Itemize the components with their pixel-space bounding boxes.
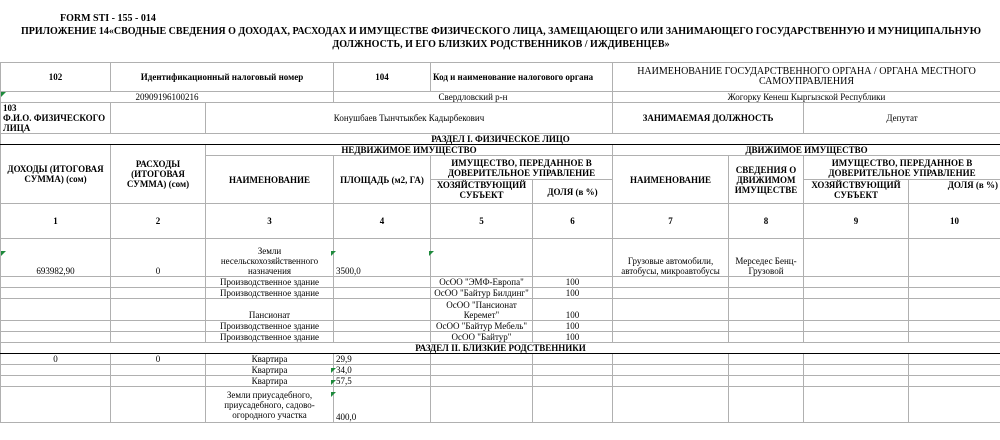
- area-header: ПЛОЩАДЬ (м2, ГА): [334, 156, 431, 204]
- code-104: 104: [334, 63, 431, 92]
- movable-trust-header: ИМУЩЕСТВО, ПЕРЕДАННОЕ В ДОВЕРИТЕЛЬНОЕ УПРАВЛЕНИЕ: [804, 156, 1000, 180]
- trust-header: ИМУЩЕСТВО, ПЕРЕДАННОЕ В ДОВЕРИТЕЛЬНОЕ УПРАВЛЕНИЕ: [431, 156, 613, 180]
- cell-marker-icon: [1, 92, 6, 97]
- table-row: [1, 354, 1000, 365]
- section1-title: РАЗДЕЛ I. ФИЗИЧЕСКОЕ ЛИЦО: [1, 134, 1000, 145]
- col-number-6: 6: [533, 204, 613, 239]
- section2-title: РАЗДЕЛ II. БЛИЗКИЕ РОДСТВЕННИКИ: [1, 343, 1000, 354]
- movable-name-header: НАИМЕНОВАНИЕ: [613, 156, 729, 204]
- table-row: [1, 299, 1000, 321]
- org-value: Жогорку Кенеш Кыргызской Республики: [613, 92, 1000, 103]
- tin-value: 20909196100216: [1, 92, 334, 103]
- property-name: Пансионат: [206, 299, 334, 321]
- expense-value: 0: [111, 239, 206, 277]
- relatives-expense-value: 0: [111, 354, 206, 365]
- col-number-8: 8: [729, 204, 804, 239]
- property-subject: ОсОО "Пансионат Керемет": [431, 299, 533, 321]
- property-name: Земли приусадебного, приусадебного, садово-огородного участка: [206, 387, 334, 423]
- form-code: FORM STI - 155 - 014: [60, 13, 156, 24]
- name-header: НАИМЕНОВАНИЕ: [206, 156, 334, 204]
- property-area: [334, 321, 431, 332]
- property-share: 100: [533, 299, 613, 321]
- identity-header-row: [1, 63, 1000, 92]
- table-row: [1, 365, 1000, 376]
- property-name: Производственное здание: [206, 288, 334, 299]
- col-number-9: 9: [804, 204, 909, 239]
- fio-value: Конушбаев Тынчтыкбек Кадырбекович: [206, 103, 613, 134]
- property-area: 34,0: [334, 365, 431, 376]
- property-name: Квартира: [206, 365, 334, 376]
- tax-office-value: Свердловский р-н: [334, 92, 613, 103]
- section2-title-row: [1, 343, 1000, 354]
- table-row: [1, 376, 1000, 387]
- identity-values-row: [1, 92, 1000, 103]
- col-number-7: 7: [613, 204, 729, 239]
- cell-marker-icon: [429, 251, 434, 256]
- income-header: ДОХОДЫ (ИТОГОВАЯ СУММА) (сом): [1, 145, 111, 204]
- subject-header: ХОЗЯЙСТВУЮЩИЙ СУБЪЕКТ: [431, 180, 533, 204]
- property-area: 3500,0: [334, 239, 431, 277]
- col-number-5: 5: [431, 204, 533, 239]
- property-subject: ОсОО "Байтур Билдинг": [431, 288, 533, 299]
- col-number-2: 2: [111, 204, 206, 239]
- property-share: 100: [533, 332, 613, 343]
- org-label: НАИМЕНОВАНИЕ ГОСУДАРСТВЕННОГО ОРГАНА / ОРГАНА МЕСТНОГО САМОУПРАВЛЕНИЯ: [613, 63, 1000, 92]
- col-number-3: 3: [206, 204, 334, 239]
- cell-marker-icon: [331, 251, 336, 256]
- property-name: Производственное здание: [206, 332, 334, 343]
- property-name: Квартира: [206, 354, 334, 365]
- income-value: 693982,90: [1, 239, 111, 277]
- movable-subject: [804, 239, 909, 277]
- table-row: [1, 277, 1000, 288]
- tin-label: Идентификационный налоговый номер: [111, 63, 334, 92]
- property-share: 100: [533, 288, 613, 299]
- movable-details: Мерседес Бенц-Грузовой: [729, 239, 804, 277]
- property-area: 400,0: [334, 387, 431, 423]
- property-subject: ОсОО "ЭМФ-Европа": [431, 277, 533, 288]
- table-row: [1, 239, 1000, 277]
- declaration-table: [0, 62, 1000, 423]
- property-area: 29,9: [334, 354, 431, 365]
- column-numbers-row: [1, 204, 1000, 239]
- movable-details-header: СВЕДЕНИЯ О ДВИЖИМОМ ИМУЩЕСТВЕ: [729, 156, 804, 204]
- relatives-income-value: 0: [1, 354, 111, 365]
- section1-title-row: [1, 134, 1000, 145]
- property-area: 57,5: [334, 376, 431, 387]
- table-row: [1, 288, 1000, 299]
- property-name: Квартира: [206, 376, 334, 387]
- table-row: [1, 321, 1000, 332]
- appendix-title: ПРИЛОЖЕНИЕ 14«СВОДНЫЕ СВЕДЕНИЯ О ДОХОДАХ, РАСХОДАХ И ИМУЩЕСТВЕ ФИЗИЧЕСКОГО ЛИЦА, ЗАМЕЩАЮЩЕГО ИЛИ ЗАНИМАЮЩЕГО ГОСУДАРСТВЕННУЮ И МУНИЦИПАЛЬНУЮ ДОЛЖНОСТЬ, И ЕГО БЛИЗКИХ РОДСТВЕННИКОВ / ИЖДИВЕНЦЕВ»: [20, 26, 982, 50]
- movable-name: Грузовые автомобили, автобусы, микроавтобусы: [613, 239, 729, 277]
- property-share: 100: [533, 277, 613, 288]
- person-row: [1, 103, 1000, 134]
- property-area: [334, 277, 431, 288]
- property-subject: ОсОО "Байтур": [431, 332, 533, 343]
- position-label: ЗАНИМАЕМАЯ ДОЛЖНОСТЬ: [613, 103, 804, 134]
- fio-label: Ф.И.О. ФИЗИЧЕСКОГО ЛИЦА: [3, 113, 106, 133]
- cell-marker-icon: [331, 368, 336, 373]
- expense-header: РАСХОДЫ (ИТОГОВАЯ СУММА) (сом): [111, 145, 206, 204]
- realty-header: НЕДВИЖИМОЕ ИМУЩЕСТВО: [206, 145, 613, 156]
- property-area: [334, 288, 431, 299]
- movable-share: [909, 239, 1000, 277]
- movable-subject-header: ХОЗЯЙСТВУЮЩИЙ СУБЪЕКТ: [804, 180, 909, 204]
- fio-label-spacer: [111, 103, 206, 134]
- movable-header: ДВИЖИМОЕ ИМУЩЕСТВО: [613, 145, 1000, 156]
- cell-marker-icon: [331, 392, 336, 397]
- code-103: 103: [3, 103, 17, 113]
- property-area: [334, 332, 431, 343]
- tax-office-label: Код и наименование налогового органа: [431, 63, 613, 92]
- property-area: [334, 299, 431, 321]
- cell-marker-icon: [1, 251, 6, 256]
- share-header: ДОЛЯ (в %): [533, 180, 613, 204]
- table-row: [1, 387, 1000, 423]
- position-value: Депутат: [804, 103, 1000, 134]
- movable-share-header: ДОЛЯ (в %): [909, 180, 1000, 204]
- property-share: 100: [533, 321, 613, 332]
- property-name: Земли несельскохозяйственного назначения: [206, 239, 334, 277]
- property-groups-row: [1, 145, 1000, 156]
- code-102: 102: [1, 63, 111, 92]
- col-number-10: 10: [909, 204, 1000, 239]
- table-row: [1, 332, 1000, 343]
- cell-marker-icon: [331, 380, 336, 385]
- property-name: Производственное здание: [206, 321, 334, 332]
- col-number-1: 1: [1, 204, 111, 239]
- col-number-4: 4: [334, 204, 431, 239]
- property-share: [533, 239, 613, 277]
- code-103-cell: [1, 103, 111, 134]
- property-name: Производственное здание: [206, 277, 334, 288]
- property-subject: ОсОО "Байтур Мебель": [431, 321, 533, 332]
- property-subject: [431, 239, 533, 277]
